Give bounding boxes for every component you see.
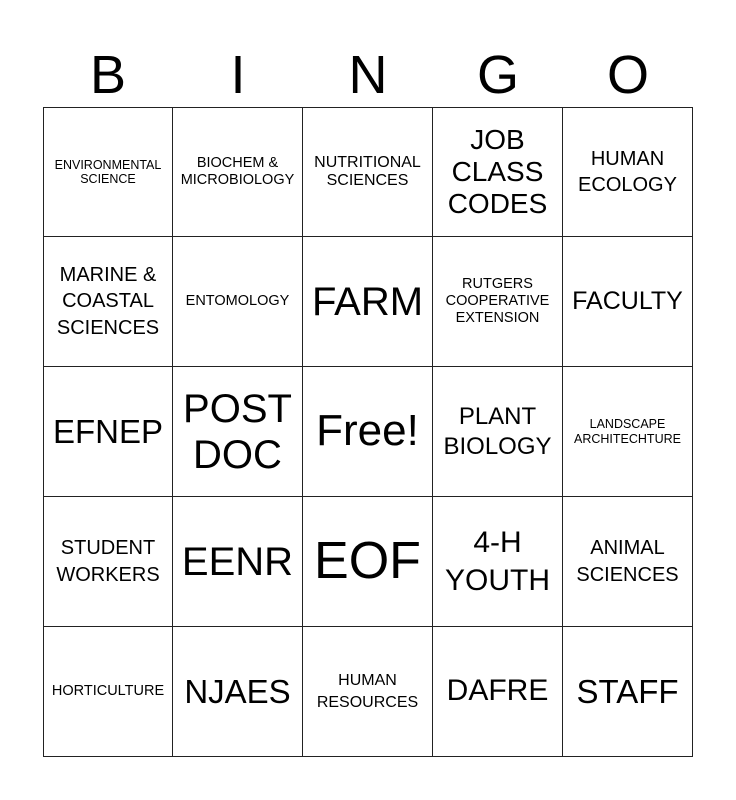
header-letter-o: O <box>606 45 649 105</box>
bingo-cell-r3-c2[interactable]: EOF <box>303 497 433 627</box>
header-letter-g: G <box>476 45 519 105</box>
header-letter-n: N <box>348 45 388 105</box>
bingo-cell-r0-c0[interactable]: ENVIRONMENTAL SCIENCE <box>43 107 173 237</box>
bingo-cell-r3-c1[interactable]: EENR <box>173 497 303 627</box>
bingo-cell-r2-c0[interactable]: EFNEP <box>43 367 173 497</box>
bingo-cell-r0-c3[interactable]: JOB CLASS CODES <box>433 107 563 237</box>
bingo-board <box>43 107 693 757</box>
bingo-cell-r0-c2[interactable]: NUTRITIONAL SCIENCES <box>303 107 433 237</box>
header-letter-b: B <box>89 45 127 105</box>
header-letter-i: I <box>230 45 246 105</box>
bingo-header <box>43 42 693 108</box>
bingo-cell-r3-c4[interactable]: ANIMAL SCIENCES <box>563 497 693 627</box>
bingo-cell-r4-c4[interactable]: STAFF <box>563 627 693 757</box>
bingo-cell-r2-c3[interactable]: PLANT BIOLOGY <box>433 367 563 497</box>
bingo-cell-r2-c1[interactable]: POST DOC <box>173 367 303 497</box>
bingo-cell-r1-c1[interactable]: ENTOMOLOGY <box>173 237 303 367</box>
bingo-cell-r1-c4[interactable]: FACULTY <box>563 237 693 367</box>
bingo-cell-r1-c2[interactable]: FARM <box>303 237 433 367</box>
bingo-free-space[interactable]: Free! <box>303 367 433 497</box>
bingo-cell-r2-c4[interactable]: LANDSCAPE ARCHITECHTURE <box>563 367 693 497</box>
bingo-cell-r4-c2[interactable]: HUMAN RESOURCES <box>303 627 433 757</box>
bingo-cell-r0-c1[interactable]: BIOCHEM & MICROBIOLOGY <box>173 107 303 237</box>
bingo-cell-r1-c3[interactable]: RUTGERS COOPERATIVE EXTENSION <box>433 237 563 367</box>
bingo-cell-r4-c0[interactable]: HORTICULTURE <box>43 627 173 757</box>
bingo-cell-r3-c0[interactable]: STUDENT WORKERS <box>43 497 173 627</box>
bingo-cell-r0-c4[interactable]: HUMAN ECOLOGY <box>563 107 693 237</box>
bingo-cell-r4-c3[interactable]: DAFRE <box>433 627 563 757</box>
bingo-cell-r1-c0[interactable]: MARINE & COASTAL SCIENCES <box>43 237 173 367</box>
bingo-cell-r4-c1[interactable]: NJAES <box>173 627 303 757</box>
bingo-cell-r3-c3[interactable]: 4-H YOUTH <box>433 497 563 627</box>
